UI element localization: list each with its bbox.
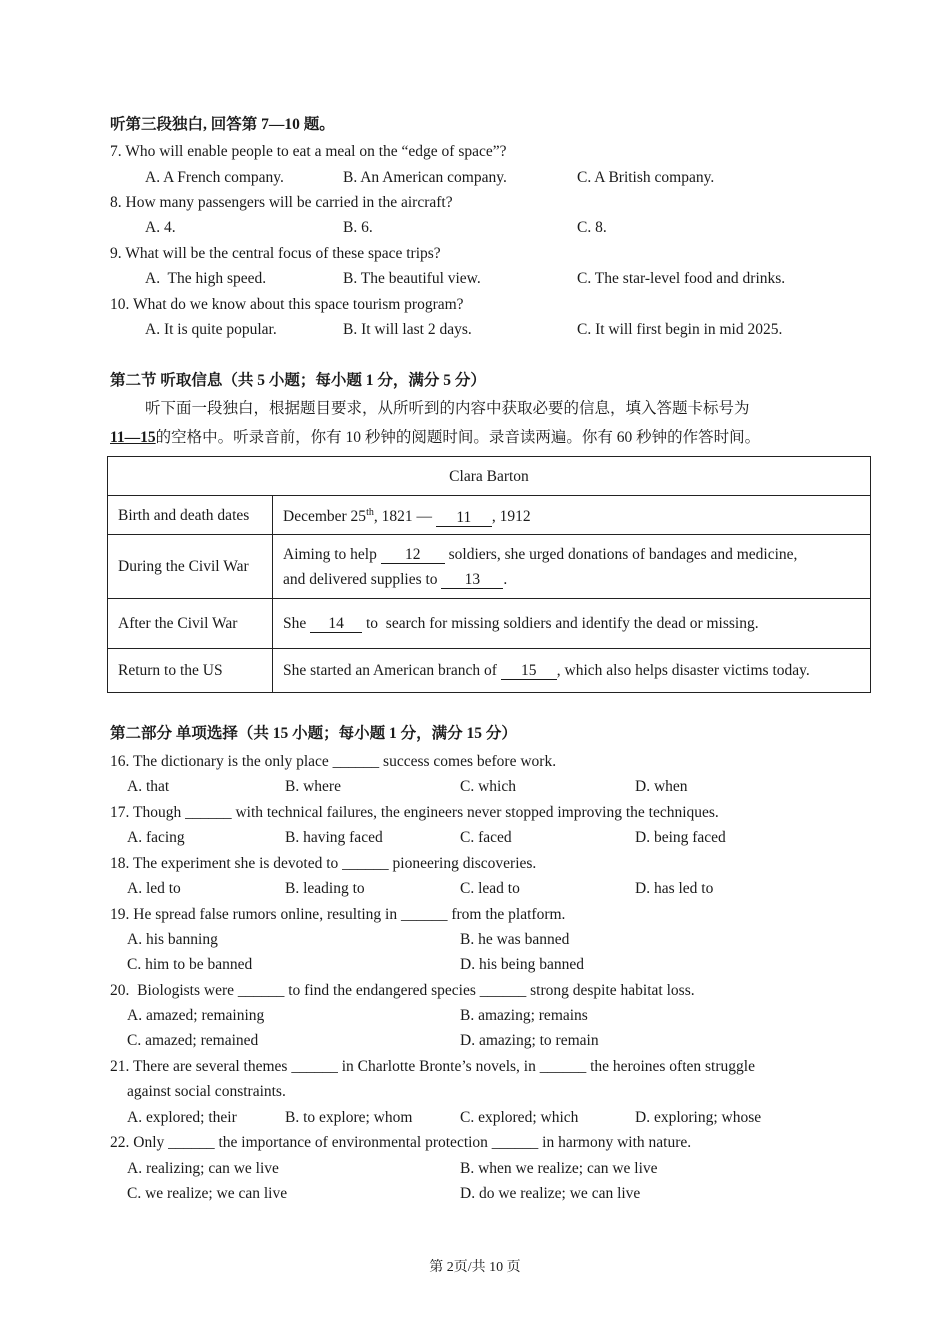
q17-option-c: C. faced [460,829,512,846]
table-title: Clara Barton [108,457,871,496]
q17-option-a: A. facing [127,829,185,846]
q16-option-c: C. which [460,778,516,795]
q10-option-c: C. It will first begin in mid 2025. [577,321,783,338]
q18-option-a: A. led to [127,880,181,897]
q7-stem: 7. Who will enable people to eat a meal on the “edge of space”? [110,143,507,160]
q17-option-b: B. having faced [285,829,383,846]
q18-option-b: B. leading to [285,880,365,897]
section-info-instruction-1: 听下面一段独白，根据题目要求，从所听到的内容中获取必要的信息，填入答题卡标号为 [145,400,750,417]
section-info-heading: 第二节 听取信息（共 5 小题；每小题 1 分，满分 5 分） [110,372,486,389]
q18-option-c: C. lead to [460,880,520,897]
page-number-footer: 第 2页/共 10 页 [429,1260,521,1275]
q21-option-b: B. to explore; whom [285,1109,413,1126]
text: , 1821 — [373,508,436,526]
row-content-birth-death [273,496,871,535]
q10-option-b: B. It will last 2 days. [343,321,472,338]
q17-stem: 17. Though ______ with technical failures, the engineers never stopped improving the techniques. [110,804,719,821]
q22-option-b: B. when we realize; can we live [460,1160,658,1177]
q18-option-d: D. has led to [635,880,714,897]
instruction-tail: 的空格中。听录音前，你有 10 秒钟的阅题时间。录音读两遍。你有 60 秒钟的作答时间。 [155,429,761,446]
q21-stem-continued: against social constraints. [127,1083,286,1100]
superscript: th [366,507,374,519]
q9-option-c: C. The star-level food and drinks. [577,270,786,287]
q7-option-c: C. A British company. [577,169,715,186]
text: She [283,615,311,632]
q22-option-d: D. do we realize; we can live [460,1185,641,1202]
answer-blank-12[interactable]: 12 [381,547,445,564]
q8-stem: 8. How many passengers will be carried in the aircraft? [110,194,453,211]
q10-option-a: A. It is quite popular. [145,321,277,338]
q16-option-b: B. where [285,778,341,795]
q7-option-b: B. An American company. [343,169,507,186]
q22-option-c: C. we realize; we can live [127,1185,288,1202]
text: . [503,570,508,588]
text: soldiers, she urged donations of bandages and medicine, [444,545,798,563]
part2-heading: 第二部分 单项选择（共 15 小题；每小题 1 分，满分 15 分） [110,725,517,742]
question-range: 11—15 [110,429,156,446]
q16-stem: 16. The dictionary is the only place ______ success comes before work. [110,753,557,770]
q19-stem: 19. He spread false rumors online, resulting in ______ from the platform. [110,906,566,923]
q16-option-d: D. when [635,778,688,795]
row-label-birth-death: Birth and death dates [108,496,273,535]
q20-stem: 20. Biologists were ______ to find the endangered species ______ strong despite habitat loss. [110,982,695,999]
q22-stem: 22. Only ______ the importance of environmental protection ______ in harmony with nature. [110,1134,692,1151]
q17-option-d: D. being faced [635,829,726,846]
text: , which also helps disaster victims today. [556,662,810,679]
clara-barton-table [107,456,871,693]
row-content-after-war [273,599,871,649]
q9-option-b: B. The beautiful view. [343,270,481,287]
q8-option-a: A. 4. [145,219,176,236]
q21-stem: 21. There are several themes ______ in Charlotte Bronte’s novels, in ______ the heroines often struggle [110,1058,755,1075]
row-label-after-war: After the Civil War [108,599,273,649]
q21-option-a: A. explored; their [127,1109,237,1126]
row-label-civil-war: During the Civil War [108,535,273,599]
q20-option-a: A. amazed; remaining [127,1007,265,1024]
q16-option-a: A. that [127,778,170,795]
q7-option-a: A. A French company. [145,169,284,186]
q18-stem: 18. The experiment she is devoted to ______ pioneering discoveries. [110,855,537,872]
answer-blank-11[interactable]: 11 [436,510,492,527]
answer-blank-14[interactable]: 14 [310,616,362,633]
row-label-return-us: Return to the US [108,649,273,693]
q9-stem: 9. What will be the central focus of these space trips? [110,245,441,262]
q9-option-a: A. The high speed. [145,270,267,287]
section3-heading: 听第三段独白, 回答第 7—10 题。 [110,116,335,133]
q8-option-c: C. 8. [577,219,607,236]
text: and delivered supplies to [283,570,442,588]
row-content-return-us [273,649,871,693]
answer-blank-13[interactable]: 13 [441,572,503,589]
q19-option-c: C. him to be banned [127,956,253,973]
q21-option-d: D. exploring; whose [635,1109,762,1126]
q21-option-c: C. explored; which [460,1109,579,1126]
row-content-civil-war [273,535,871,599]
q8-option-b: B. 6. [343,219,373,236]
q19-option-b: B. he was banned [460,931,570,948]
answer-blank-15[interactable]: 15 [501,663,557,680]
q19-option-a: A. his banning [127,931,218,948]
q20-option-b: B. amazing; remains [460,1007,588,1024]
text: , 1912 [491,508,531,526]
q20-option-d: D. amazing; to remain [460,1032,599,1049]
text: December 25 [283,508,367,526]
q20-option-c: C. amazed; remained [127,1032,259,1049]
text: to search for missing soldiers and identify the dead or missing. [362,615,759,632]
q10-stem: 10. What do we know about this space tourism program? [110,296,464,313]
q22-option-a: A. realizing; can we live [127,1160,279,1177]
text: She started an American branch of [283,662,501,679]
section-info-instruction-2 [110,428,760,448]
text: Aiming to help [283,545,381,563]
q19-option-d: D. his being banned [460,956,584,973]
